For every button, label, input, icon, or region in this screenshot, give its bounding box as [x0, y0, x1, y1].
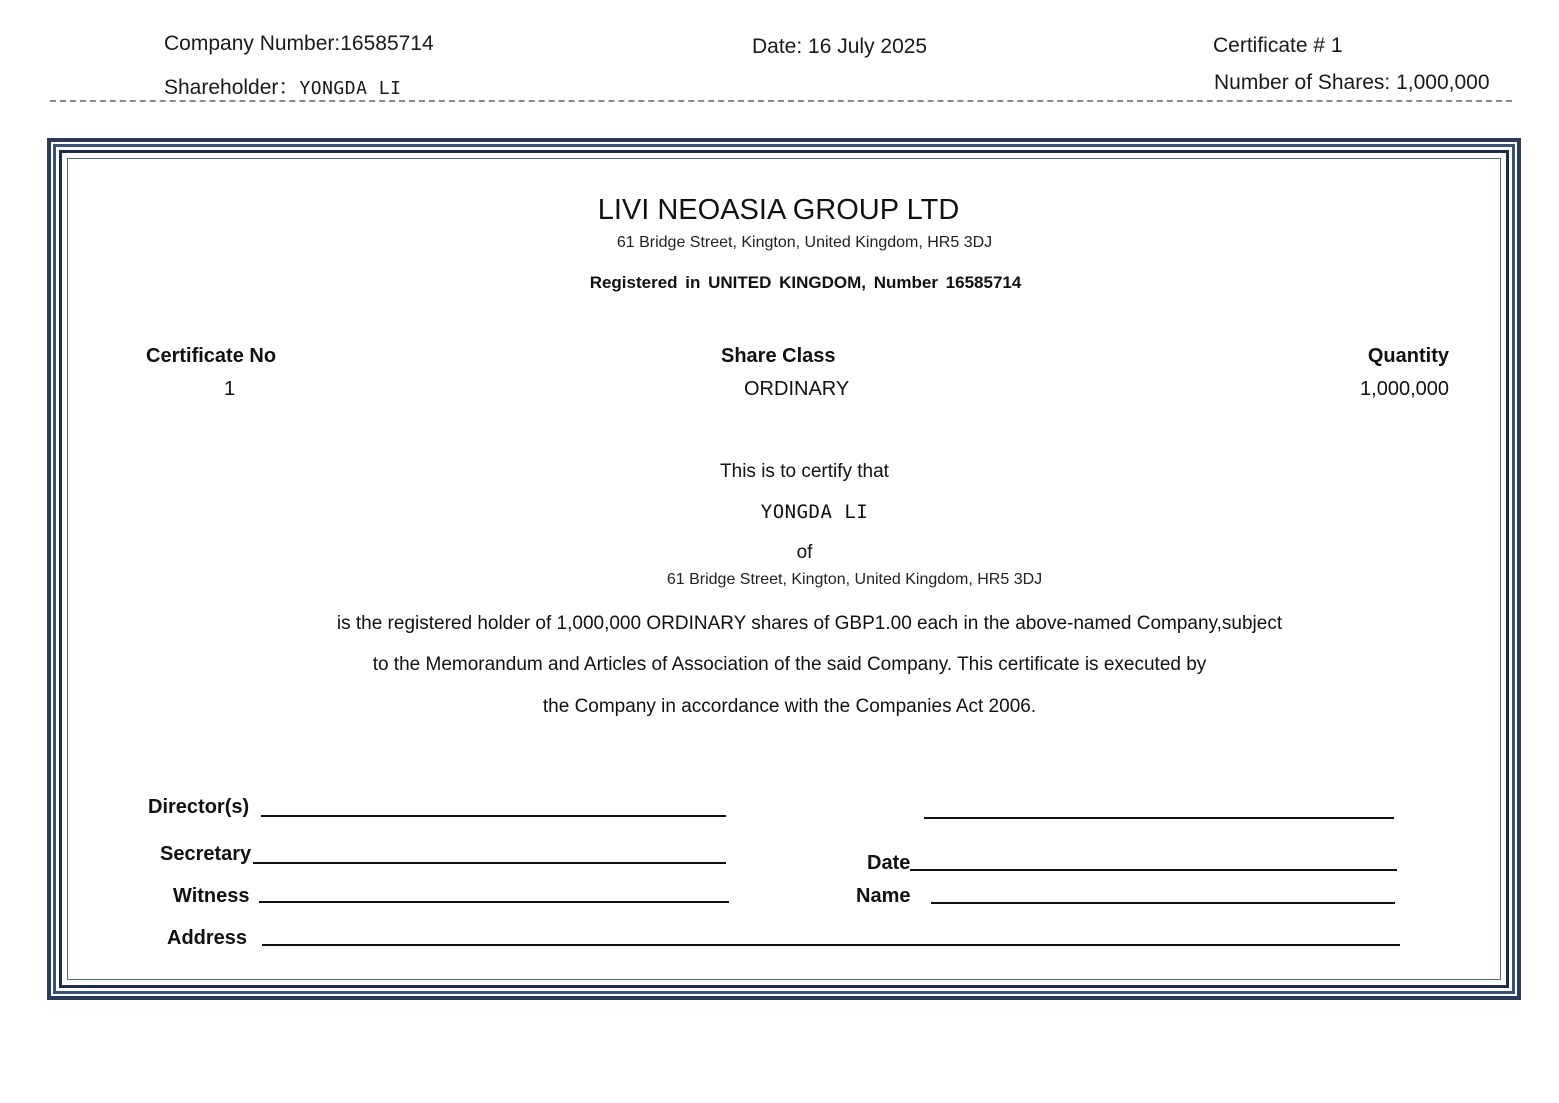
address-line[interactable]: [262, 944, 1400, 946]
address-label: Address: [167, 927, 248, 949]
witness-label: Witness: [173, 885, 250, 907]
statement-line-1: is the registered holder of 1,000,000 ORDINARY shares of GBP1.00 each in the above-named Company,subject: [336, 613, 1283, 634]
certify-intro: This is to certify that: [720, 461, 889, 482]
holder-name: YONGDA LI: [760, 501, 869, 523]
quantity-value: 1,000,000: [1360, 378, 1449, 400]
certificate-no-value: 1: [224, 378, 236, 400]
company-registration: Registered in UNITED KINGDOM, Number 16585714: [589, 273, 1022, 292]
of-label: of: [796, 542, 813, 563]
certificate-no-header: Certificate No: [146, 345, 277, 367]
share-class-value: ORDINARY: [744, 378, 850, 400]
name-label: Name: [856, 885, 911, 907]
stub-number-of-shares: Number of Shares: 1,000,000: [1214, 71, 1490, 94]
directors-label: Director(s): [148, 796, 250, 818]
secretary-label: Secretary: [160, 843, 252, 865]
share-class-header: Share Class: [721, 345, 836, 367]
stub-shareholder-label: Shareholder：: [164, 76, 300, 99]
date-line[interactable]: [910, 869, 1397, 871]
directors-signature-line[interactable]: [261, 815, 726, 817]
company-address: 61 Bridge Street, Kington, United Kingdom, HR5 3DJ: [616, 234, 993, 251]
stub-shareholder-name: YONGDA LI: [299, 78, 402, 99]
statement-line-3: the Company in accordance with the Companies Act 2006.: [542, 696, 1037, 717]
witness-signature-line[interactable]: [259, 901, 729, 903]
stub-company-number: Company Number:16585714: [164, 32, 434, 55]
statement-line-2: to the Memorandum and Articles of Association of the said Company. This certificate is executed by: [372, 654, 1207, 675]
date-label: Date: [867, 852, 911, 874]
name-line[interactable]: [931, 902, 1395, 904]
secretary-signature-line[interactable]: [253, 862, 726, 864]
stub-certificate-number: Certificate # 1: [1213, 34, 1343, 57]
quantity-header: Quantity: [1367, 345, 1449, 367]
second-director-signature-line[interactable]: [924, 817, 1394, 819]
company-name: LIVI NEOASIA GROUP LTD: [597, 194, 960, 226]
stub-date: Date: 16 July 2025: [752, 35, 928, 58]
holder-address: 61 Bridge Street, Kington, United Kingdom, HR5 3DJ: [666, 571, 1043, 588]
